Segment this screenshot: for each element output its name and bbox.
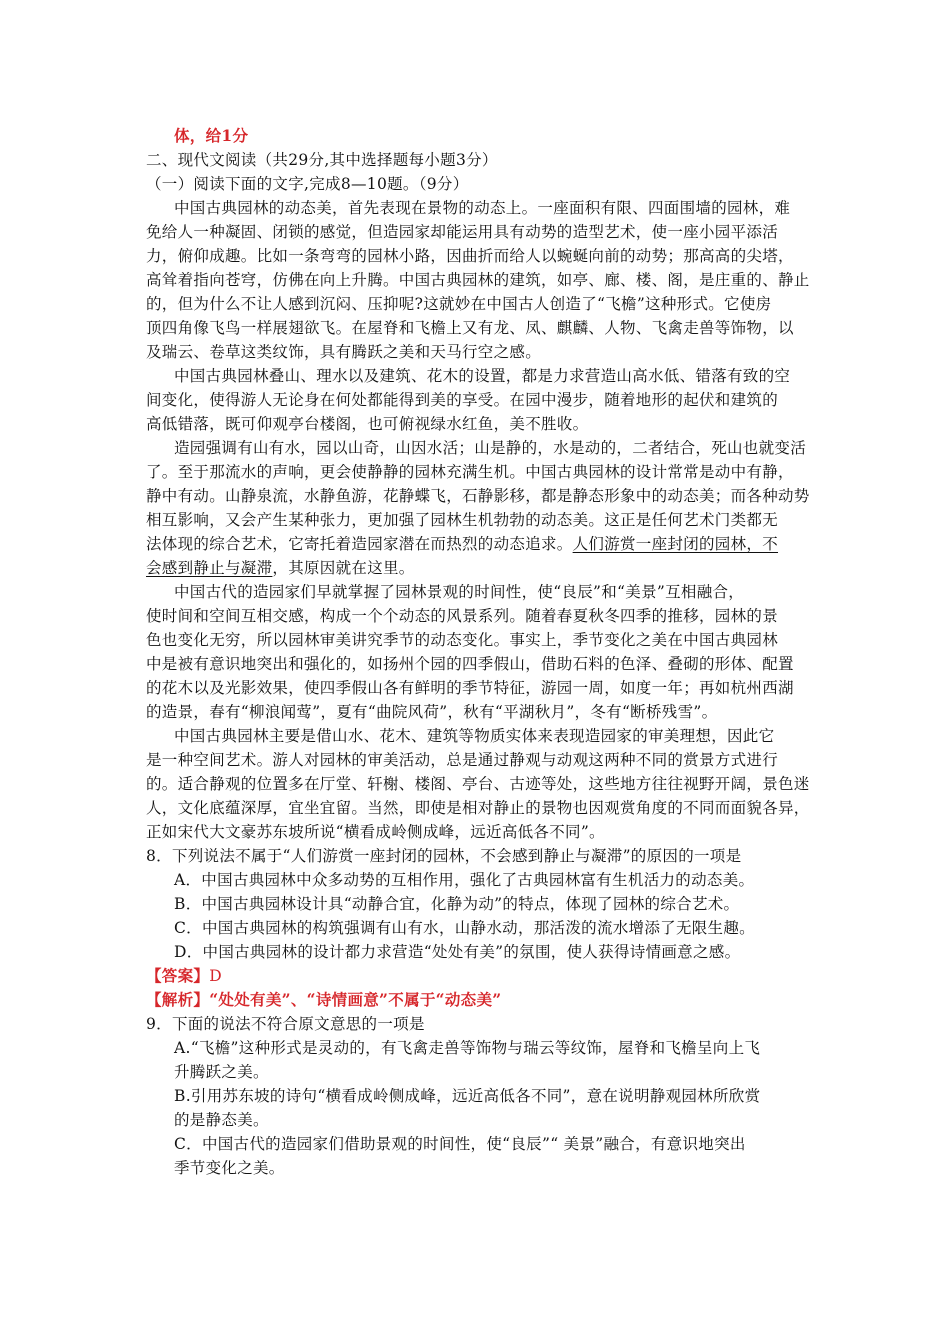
q8-analysis (146, 988, 502, 1012)
passage-p1-line: 顶四角像飞鸟一样展翅欲飞。在屋脊和飞檐上又有龙、凤、麒麟、人物、飞禽走兽等饰物，以 (146, 319, 794, 337)
q8-option-c: C．中国古典园林的构筑强调有山有水，山静水动，那活泼的流水增添了无限生趣。 (174, 919, 755, 937)
passage-p2-line: 间变化，使得游人无论身在何处都能得到美的享受。在园中漫步，随着地形的起伏和建筑的 (146, 391, 779, 409)
passage-p3-line (146, 556, 415, 580)
q9-option-c-cont: 季节变化之美。 (174, 1159, 285, 1177)
passage-p3-line: 相互影响，又会产生某种张力，更加强了园林生机勃勃的动态美。这正是任何艺术门类都无 (146, 511, 779, 529)
passage-p4-line: 的花木以及光影效果，使四季假山各有鲜明的季节特征，游园一周，如度一年；再如杭州西湖 (146, 679, 794, 697)
passage-p1-line: 中国古典园林的动态美，首先表现在景物的动态上。一座面积有限、四面围墙的园林，难 (174, 199, 791, 217)
passage-p2-line: 高低错落，既可仰观亭台楼阁，也可俯视绿水红鱼，美不胜收。 (146, 415, 589, 433)
passage-p1-line: 及瑞云、卷草这类纹饰，具有腾跃之美和天马行空之感。 (146, 343, 542, 361)
passage-p5-line: 是一种空间艺术。游人对园林的审美活动，总是通过静观与动观这两种不同的赏景方式进行 (146, 751, 779, 769)
underlined-key-sentence: 会感到静止与凝滞 (146, 559, 273, 577)
passage-p4-line: 的造景，春有“柳浪闻莺”，夏有“曲院风荷”，秋有“平湖秋月”，冬有“断桥残雪”。 (146, 703, 718, 721)
passage-p3-line: 了。至于那流水的声响，更会使静静的园林充满生机。中国古典园林的设计常常是动中有静， (146, 463, 794, 481)
analysis-text: “处处有美”、“诗情画意”不属于“动态美” (209, 990, 502, 1009)
answer-label: 【答案】 (146, 966, 210, 985)
q9-option-a: A.“飞檐”这种形式是灵动的，有飞禽走兽等饰物与瑞云等纹饰，屋脊和飞檐呈向上飞 (174, 1039, 761, 1057)
passage-p4-line: 中国古代的造园家们早就掌握了园林景观的时间性，使“良辰”和“美景”互相融合， (174, 583, 745, 601)
passage-p1-line: 高耸着指向苍穹，仿佛在向上升腾。中国古典园林的建筑，如亭、廊、楼、阁，是庄重的、静止 (146, 271, 810, 289)
passage-p1-line: 力，俯仰成趣。比如一条弯弯的园林小路，因曲折而给人以蜿蜒向前的动势；那高高的尖塔， (146, 247, 794, 265)
answer-value: D (209, 967, 222, 985)
q8-answer (146, 964, 222, 988)
q8-option-b: B．中国古典园林设计具“动静合宜，化静为动”的特点，体现了园林的综合艺术。 (174, 895, 740, 913)
passage-p5-line: 中国古典园林主要是借山水、花木、建筑等物质实体来表现造园家的审美理想，因此它 (174, 727, 775, 745)
passage-p3-line-text: 法体现的综合艺术，它寄托着造园家潜在而热烈的动态追求。 (146, 535, 573, 553)
passage-p1-line: 的，但为什么不让人感到沉闷、压抑呢?这就妙在中国古人创造了“飞檐”这种形式。它使房 (146, 295, 772, 313)
q9-option-b-cont: 的是静态美。 (174, 1111, 269, 1129)
passage-p3-line: 造园强调有山有水，园以山奇，山因水活；山是静的，水是动的，二者结合，死山也就变活 (174, 439, 807, 457)
section-heading: 二、现代文阅读（共29分,其中选择题每小题3分） (146, 151, 498, 169)
q9-option-c: C．中国古代的造园家们借助景观的时间性，使“良辰”“ 美景”融合，有意识地突出 (174, 1135, 746, 1153)
passage-p2-line: 中国古典园林叠山、理水以及建筑、花木的设置，都是力求营造山高水低、错落有致的空 (174, 367, 791, 385)
passage-p3-line (146, 532, 778, 556)
prev-answer-tail: 体，给1分 (174, 126, 249, 145)
passage-p5-line: 人，文化底蕴深厚，宜坐宜留。当然，即使是相对静止的景物也因观赏角度的不同而面貌各异， (146, 799, 810, 817)
analysis-label: 【解析】 (146, 990, 210, 1009)
passage-p1-line: 免给人一种凝固、闭锁的感觉，但造园家却能运用具有动势的造型艺术，使一座小园平添活 (146, 223, 779, 241)
passage-p5-line: 的。适合静观的位置多在厅堂、轩榭、楼阁、亭台、古迹等处，这些地方往往视野开阔，景色迷 (146, 775, 810, 793)
passage-p4-line: 色也变化无穷，所以园林审美讲究季节的动态变化。事实上，季节变化之美在中国古典园林 (146, 631, 779, 649)
passage-p5-line: 正如宋代大文豪苏东坡所说“横看成岭侧成峰，远近高低各不同”。 (146, 823, 605, 841)
passage-p4-line: 中是被有意识地突出和强化的，如扬州个园的四季假山，借助石料的色泽、叠砌的形体、配置 (146, 655, 794, 673)
q8-option-d: D．中国古典园林的设计都力求营造“处处有美”的氛围，使人获得诗情画意之感。 (174, 943, 741, 961)
passage-p3-tail: ，其原因就在这里。 (272, 559, 415, 577)
passage-p4-line: 使时间和空间互相交感，构成一个个动态的风景系列。随着春夏秋冬四季的推移，园林的景 (146, 607, 779, 625)
subsection-heading: （一）阅读下面的文字,完成8—10题。（9分） (146, 175, 469, 193)
passage-p3-line: 静中有动。山静泉流，水静鱼游，花静蝶飞，石静影移，都是静态形象中的动态美；而各种动势 (146, 487, 810, 505)
q8-option-a: A．中国古典园林中众多动势的互相作用，强化了古典园林富有生机活力的动态美。 (174, 871, 755, 889)
q9-stem: 9．下面的说法不符合原文意思的一项是 (146, 1015, 425, 1033)
underlined-key-sentence: 人们游赏一座封闭的园林，不 (572, 535, 779, 553)
q8-stem: 8．下列说法不属于“人们游赏一座封闭的园林，不会感到静止与凝滞”的原因的一项是 (146, 847, 742, 865)
q9-option-a-cont: 升腾跃之美。 (174, 1063, 269, 1081)
q9-option-b: B.引用苏东坡的诗句“横看成岭侧成峰，远近高低各不同”，意在说明静观园林所欣赏 (174, 1087, 761, 1105)
